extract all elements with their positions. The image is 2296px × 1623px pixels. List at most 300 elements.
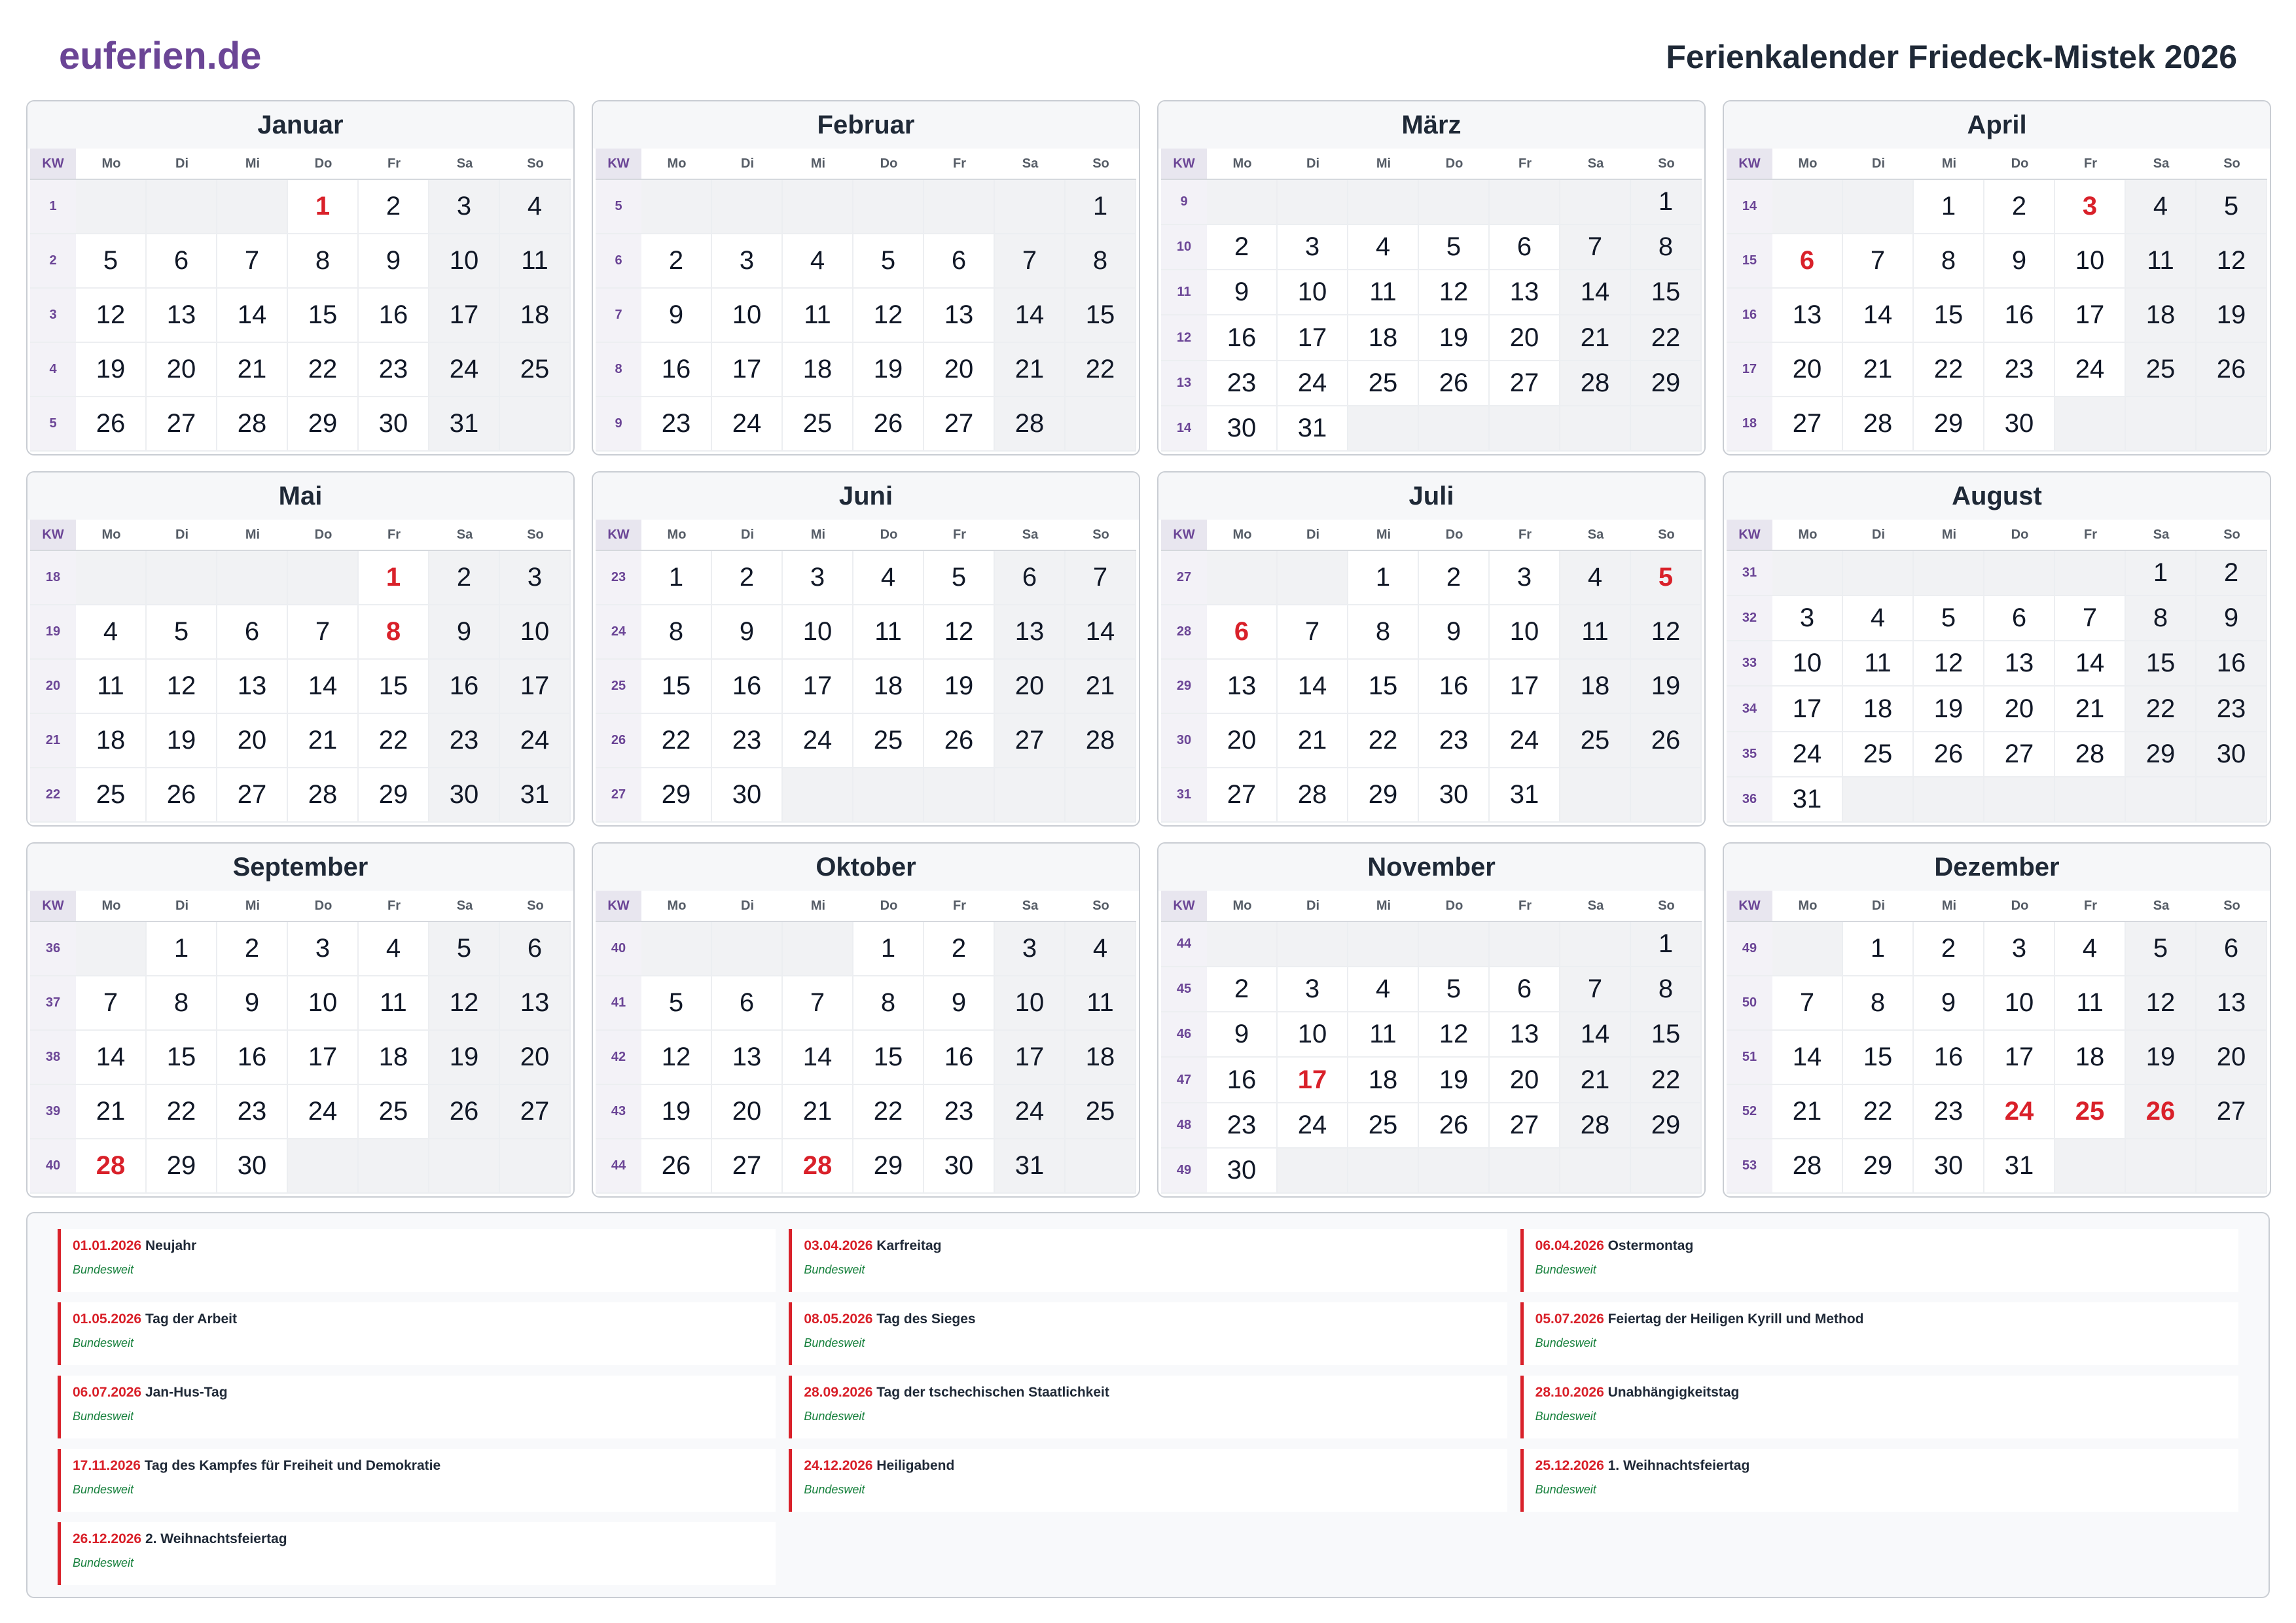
weekday-header: Sa xyxy=(456,156,473,171)
day-cell: 24 xyxy=(1772,732,1843,777)
day-cell: 1 xyxy=(853,922,924,976)
day-cell: 21 xyxy=(1560,315,1631,361)
empty-cell xyxy=(500,397,571,452)
empty-cell xyxy=(1560,922,1631,967)
day-cell: 8 xyxy=(853,976,924,1031)
weekday-header: Di xyxy=(741,898,754,913)
day-cell: 9 xyxy=(217,976,288,1031)
kw-header: KW xyxy=(1727,891,1772,921)
day-cell: 8 xyxy=(1348,605,1419,660)
kw-header: KW xyxy=(30,520,76,550)
day-cell: 12 xyxy=(147,660,217,714)
day-cell: 23 xyxy=(641,397,712,452)
weekday-header: So xyxy=(1092,898,1109,913)
weekday-header: Fr xyxy=(2084,156,2097,171)
day-cell: 25 xyxy=(2055,1085,2126,1139)
day-cell: 23 xyxy=(1419,714,1490,768)
day-cell: 9 xyxy=(641,289,712,343)
holiday-item xyxy=(58,1449,776,1512)
day-cell: 1 xyxy=(1631,180,1702,225)
day-cell: 7 xyxy=(1560,225,1631,270)
day-cell: 15 xyxy=(1843,1031,1914,1085)
kw-header: KW xyxy=(596,149,641,179)
day-cell: 30 xyxy=(1419,768,1490,823)
day-cell: 21 xyxy=(995,343,1066,397)
day-cell: 18 xyxy=(500,289,571,343)
holiday-date: 25.12.2026 xyxy=(1535,1458,1604,1473)
day-cell: 23 xyxy=(1914,1085,1984,1139)
day-cell: 14 xyxy=(1066,605,1136,660)
day-cell: 11 xyxy=(783,289,853,343)
day-cell: 3 xyxy=(1490,551,1560,605)
day-cell: 13 xyxy=(712,1031,783,1085)
day-cell: 17 xyxy=(429,289,500,343)
week-number: 16 xyxy=(1727,289,1772,343)
empty-cell xyxy=(147,180,217,234)
weekday-header: Sa xyxy=(2153,527,2170,542)
weekday-header: So xyxy=(2223,527,2240,542)
empty-cell xyxy=(1490,180,1560,225)
day-cell: 22 xyxy=(1066,343,1136,397)
day-cell: 5 xyxy=(1631,551,1702,605)
day-cell: 6 xyxy=(1490,967,1560,1012)
day-cell: 26 xyxy=(1419,361,1490,406)
day-cell: 31 xyxy=(429,397,500,452)
week-number: 27 xyxy=(596,768,641,823)
day-cell: 18 xyxy=(359,1031,429,1085)
day-cell: 4 xyxy=(76,605,147,660)
holiday-name: Tag des Sieges xyxy=(872,1311,976,1327)
weekday-header: Mi xyxy=(245,156,260,171)
holiday-date: 24.12.2026 xyxy=(804,1458,873,1473)
weekday-header: Mi xyxy=(1376,156,1391,171)
day-cell: 5 xyxy=(76,234,147,289)
weekday-header: Sa xyxy=(456,527,473,542)
day-cell: 1 xyxy=(2126,551,2197,596)
day-cell: 17 xyxy=(288,1031,359,1085)
week-number: 25 xyxy=(596,660,641,714)
day-cell: 7 xyxy=(1843,234,1914,289)
day-cell: 20 xyxy=(1490,1058,1560,1103)
day-cell: 11 xyxy=(1348,270,1419,315)
week-number: 26 xyxy=(596,714,641,768)
week-number: 43 xyxy=(596,1085,641,1139)
week-number: 31 xyxy=(1727,551,1772,596)
holiday-name: Unabhängigkeitstag xyxy=(1604,1385,1740,1400)
month-name: Oktober xyxy=(593,844,1139,891)
day-cell: 21 xyxy=(217,343,288,397)
day-cell: 16 xyxy=(641,343,712,397)
day-cell: 7 xyxy=(1066,551,1136,605)
week-number: 47 xyxy=(1161,1058,1207,1103)
day-cell: 2 xyxy=(217,922,288,976)
day-cell: 13 xyxy=(1490,270,1560,315)
day-cell: 19 xyxy=(147,714,217,768)
week-number: 11 xyxy=(1161,270,1207,315)
empty-cell xyxy=(2126,1139,2197,1194)
day-cell: 28 xyxy=(1560,361,1631,406)
day-cell: 19 xyxy=(1419,315,1490,361)
day-cell: 25 xyxy=(1348,361,1419,406)
weekday-header: Mi xyxy=(1376,898,1391,913)
weekday-header: So xyxy=(1092,156,1109,171)
day-cell: 8 xyxy=(147,976,217,1031)
day-cell: 19 xyxy=(429,1031,500,1085)
day-cell: 11 xyxy=(1560,605,1631,660)
holiday-date: 06.07.2026 xyxy=(73,1385,142,1400)
day-cell: 22 xyxy=(1631,1058,1702,1103)
empty-cell xyxy=(1278,922,1348,967)
day-cell: 18 xyxy=(783,343,853,397)
holiday-date: 01.01.2026 xyxy=(73,1238,142,1253)
week-number: 31 xyxy=(1161,768,1207,823)
week-number: 9 xyxy=(596,397,641,452)
day-cell: 26 xyxy=(76,397,147,452)
weekday-header: Di xyxy=(1872,156,1885,171)
day-cell: 28 xyxy=(1066,714,1136,768)
day-cell: 12 xyxy=(1419,1012,1490,1058)
week-number: 34 xyxy=(1727,687,1772,732)
kw-header: KW xyxy=(596,520,641,550)
day-cell: 17 xyxy=(1490,660,1560,714)
day-cell: 10 xyxy=(783,605,853,660)
day-cell: 10 xyxy=(429,234,500,289)
day-cell: 16 xyxy=(2197,641,2267,687)
day-cell: 11 xyxy=(1843,641,1914,687)
holiday-date: 28.09.2026 xyxy=(804,1385,873,1400)
site-logo[interactable]: euferien.de xyxy=(59,35,262,77)
weekday-header: So xyxy=(1092,527,1109,542)
empty-cell xyxy=(853,180,924,234)
day-cell: 30 xyxy=(2197,732,2267,777)
day-cell: 3 xyxy=(995,922,1066,976)
holiday-name: Heiligabend xyxy=(872,1458,955,1473)
week-number: 53 xyxy=(1727,1139,1772,1194)
day-cell: 20 xyxy=(995,660,1066,714)
day-cell: 24 xyxy=(288,1085,359,1139)
weekday-header: Fr xyxy=(953,156,966,171)
day-cell: 31 xyxy=(1490,768,1560,823)
day-cell: 2 xyxy=(1914,922,1984,976)
day-cell: 26 xyxy=(2197,343,2267,397)
day-cell: 5 xyxy=(853,234,924,289)
week-number: 32 xyxy=(1727,596,1772,641)
day-cell: 10 xyxy=(1278,1012,1348,1058)
holiday-date: 26.12.2026 xyxy=(73,1531,142,1546)
day-cell: 31 xyxy=(1984,1139,2055,1194)
holiday-scope: Bundesweit xyxy=(73,1263,134,1276)
holiday-item xyxy=(58,1302,776,1365)
day-cell: 11 xyxy=(359,976,429,1031)
holiday-item xyxy=(1520,1376,2238,1438)
month-name: September xyxy=(27,844,573,891)
week-number: 9 xyxy=(1161,180,1207,225)
day-cell: 4 xyxy=(783,234,853,289)
empty-cell xyxy=(641,922,712,976)
day-cell: 7 xyxy=(783,976,853,1031)
kw-header: KW xyxy=(1161,520,1207,550)
day-cell: 6 xyxy=(1490,225,1560,270)
day-cell: 17 xyxy=(2055,289,2126,343)
day-cell: 23 xyxy=(1207,1103,1278,1149)
holiday-scope: Bundesweit xyxy=(73,1336,134,1349)
weekday-header: Mi xyxy=(1941,898,1957,913)
empty-cell xyxy=(783,768,853,823)
weekday-header: Do xyxy=(880,898,898,913)
day-cell: 30 xyxy=(359,397,429,452)
day-cell: 7 xyxy=(995,234,1066,289)
day-cell: 10 xyxy=(500,605,571,660)
weekday-header: Mo xyxy=(1798,898,1818,913)
day-cell: 24 xyxy=(429,343,500,397)
week-number: 23 xyxy=(596,551,641,605)
empty-cell xyxy=(1843,777,1914,823)
day-cell: 1 xyxy=(288,180,359,234)
day-cell: 17 xyxy=(995,1031,1066,1085)
day-cell: 13 xyxy=(995,605,1066,660)
day-cell: 27 xyxy=(217,768,288,823)
day-cell: 14 xyxy=(1560,1012,1631,1058)
day-cell: 11 xyxy=(1348,1012,1419,1058)
day-cell: 11 xyxy=(853,605,924,660)
day-cell: 18 xyxy=(1066,1031,1136,1085)
empty-cell xyxy=(1207,551,1278,605)
week-number: 24 xyxy=(596,605,641,660)
day-cell: 13 xyxy=(2197,976,2267,1031)
day-cell: 22 xyxy=(147,1085,217,1139)
day-cell: 24 xyxy=(783,714,853,768)
week-number: 17 xyxy=(1727,343,1772,397)
day-cell: 20 xyxy=(924,343,995,397)
weekday-header: Fr xyxy=(387,527,401,542)
day-cell: 16 xyxy=(1207,315,1278,361)
day-cell: 19 xyxy=(1631,660,1702,714)
holiday-scope: Bundesweit xyxy=(804,1410,865,1423)
day-cell: 5 xyxy=(924,551,995,605)
week-number: 1 xyxy=(30,180,76,234)
day-cell: 15 xyxy=(1066,289,1136,343)
empty-cell xyxy=(217,180,288,234)
empty-cell xyxy=(1278,180,1348,225)
day-cell: 25 xyxy=(359,1085,429,1139)
weekday-header: Mi xyxy=(1941,527,1957,542)
month-4 xyxy=(1723,100,2271,455)
day-cell: 6 xyxy=(924,234,995,289)
week-number: 15 xyxy=(1727,234,1772,289)
empty-cell xyxy=(1419,406,1490,452)
month-name: April xyxy=(1724,101,2270,149)
day-cell: 2 xyxy=(1984,180,2055,234)
day-cell: 31 xyxy=(1278,406,1348,452)
day-cell: 9 xyxy=(924,976,995,1031)
day-cell: 21 xyxy=(76,1085,147,1139)
empty-cell xyxy=(924,180,995,234)
empty-cell xyxy=(288,1139,359,1194)
day-cell: 10 xyxy=(1984,976,2055,1031)
week-number: 44 xyxy=(596,1139,641,1194)
empty-cell xyxy=(1772,551,1843,596)
day-cell: 20 xyxy=(1207,714,1278,768)
week-number: 49 xyxy=(1161,1149,1207,1194)
week-number: 3 xyxy=(30,289,76,343)
kw-header: KW xyxy=(1161,891,1207,921)
day-cell: 18 xyxy=(1348,315,1419,361)
day-cell: 1 xyxy=(1348,551,1419,605)
week-number: 40 xyxy=(30,1139,76,1194)
weekday-header: Di xyxy=(1306,527,1319,542)
day-cell: 11 xyxy=(1066,976,1136,1031)
holiday-date: 06.04.2026 xyxy=(1535,1238,1604,1253)
day-cell: 30 xyxy=(217,1139,288,1194)
empty-cell xyxy=(1490,922,1560,967)
day-cell: 25 xyxy=(1843,732,1914,777)
day-cell: 29 xyxy=(1631,1103,1702,1149)
empty-cell xyxy=(1631,406,1702,452)
holiday-name: 2. Weihnachtsfeiertag xyxy=(141,1531,287,1546)
weekday-header: Do xyxy=(1445,898,1463,913)
day-cell: 4 xyxy=(1348,225,1419,270)
holiday-item xyxy=(789,1449,1507,1512)
empty-cell xyxy=(853,768,924,823)
day-cell: 26 xyxy=(1419,1103,1490,1149)
weekday-header: Mi xyxy=(1941,156,1957,171)
week-number: 36 xyxy=(30,922,76,976)
day-cell: 1 xyxy=(1843,922,1914,976)
week-number: 4 xyxy=(30,343,76,397)
month-name: Juni xyxy=(593,473,1139,520)
weekday-header: Mo xyxy=(1232,156,1252,171)
day-cell: 5 xyxy=(1419,225,1490,270)
holiday-scope: Bundesweit xyxy=(1535,1263,1596,1276)
empty-cell xyxy=(1631,768,1702,823)
day-cell: 24 xyxy=(1490,714,1560,768)
month-2 xyxy=(592,100,1140,455)
holiday-scope: Bundesweit xyxy=(73,1410,134,1423)
day-cell: 23 xyxy=(2197,687,2267,732)
day-cell: 14 xyxy=(995,289,1066,343)
week-number: 37 xyxy=(30,976,76,1031)
holiday-date: 17.11.2026 xyxy=(73,1458,141,1473)
weekday-header: Fr xyxy=(1518,156,1532,171)
day-cell: 24 xyxy=(1278,1103,1348,1149)
week-number: 50 xyxy=(1727,976,1772,1031)
day-cell: 17 xyxy=(1984,1031,2055,1085)
week-number: 28 xyxy=(1161,605,1207,660)
weekday-header: Fr xyxy=(953,898,966,913)
day-cell: 16 xyxy=(217,1031,288,1085)
day-cell: 19 xyxy=(1914,687,1984,732)
day-cell: 18 xyxy=(2126,289,2197,343)
day-cell: 4 xyxy=(1066,922,1136,976)
day-cell: 14 xyxy=(1278,660,1348,714)
empty-cell xyxy=(147,551,217,605)
empty-cell xyxy=(1207,180,1278,225)
day-cell: 15 xyxy=(641,660,712,714)
day-cell: 28 xyxy=(217,397,288,452)
holiday-item xyxy=(789,1229,1507,1292)
day-cell: 24 xyxy=(712,397,783,452)
day-cell: 28 xyxy=(995,397,1066,452)
day-cell: 10 xyxy=(1772,641,1843,687)
day-cell: 17 xyxy=(712,343,783,397)
day-cell: 4 xyxy=(2126,180,2197,234)
empty-cell xyxy=(2055,777,2126,823)
empty-cell xyxy=(1914,551,1984,596)
day-cell: 21 xyxy=(783,1085,853,1139)
holiday-item xyxy=(58,1376,776,1438)
day-cell: 29 xyxy=(853,1139,924,1194)
weekday-header: So xyxy=(1658,898,1675,913)
empty-cell xyxy=(783,180,853,234)
day-cell: 3 xyxy=(1984,922,2055,976)
day-cell: 3 xyxy=(1278,967,1348,1012)
day-cell: 28 xyxy=(288,768,359,823)
weekday-header: Fr xyxy=(387,898,401,913)
month-3 xyxy=(1157,100,1706,455)
week-number: 18 xyxy=(30,551,76,605)
day-cell: 31 xyxy=(1772,777,1843,823)
weekday-header: Mo xyxy=(1232,898,1252,913)
day-cell: 18 xyxy=(76,714,147,768)
day-cell: 19 xyxy=(853,343,924,397)
day-cell: 21 xyxy=(1560,1058,1631,1103)
weekday-header: Sa xyxy=(1587,156,1604,171)
day-cell: 30 xyxy=(429,768,500,823)
week-number: 27 xyxy=(1161,551,1207,605)
week-number: 36 xyxy=(1727,777,1772,823)
day-cell: 28 xyxy=(1772,1139,1843,1194)
week-number: 51 xyxy=(1727,1031,1772,1085)
day-cell: 30 xyxy=(1207,1149,1278,1194)
day-cell: 29 xyxy=(1914,397,1984,452)
empty-cell xyxy=(995,180,1066,234)
day-cell: 23 xyxy=(712,714,783,768)
holiday-name: Tag der Arbeit xyxy=(141,1311,237,1327)
weekday-header: Fr xyxy=(2084,898,2097,913)
holiday-name: Feiertag der Heiligen Kyrill und Method xyxy=(1604,1311,1864,1327)
holiday-name: Tag des Kampfes für Freiheit und Demokratie xyxy=(140,1458,441,1473)
weekday-header: Di xyxy=(1306,156,1319,171)
empty-cell xyxy=(1843,180,1914,234)
day-cell: 24 xyxy=(995,1085,1066,1139)
day-cell: 21 xyxy=(2055,687,2126,732)
day-cell: 20 xyxy=(712,1085,783,1139)
day-cell: 7 xyxy=(288,605,359,660)
month-10 xyxy=(592,842,1140,1198)
weekday-header: Sa xyxy=(1587,527,1604,542)
weekday-header: Mo xyxy=(667,156,687,171)
empty-cell xyxy=(1631,1149,1702,1194)
day-cell: 9 xyxy=(1914,976,1984,1031)
week-number: 2 xyxy=(30,234,76,289)
day-cell: 12 xyxy=(2126,976,2197,1031)
empty-cell xyxy=(1560,768,1631,823)
empty-cell xyxy=(1490,1149,1560,1194)
day-cell: 4 xyxy=(1560,551,1631,605)
day-cell: 20 xyxy=(1490,315,1560,361)
weekday-header: Di xyxy=(741,527,754,542)
day-cell: 8 xyxy=(1631,967,1702,1012)
empty-cell xyxy=(1207,922,1278,967)
day-cell: 11 xyxy=(2126,234,2197,289)
day-cell: 12 xyxy=(429,976,500,1031)
day-cell: 15 xyxy=(288,289,359,343)
day-cell: 14 xyxy=(783,1031,853,1085)
week-number: 29 xyxy=(1161,660,1207,714)
week-number: 45 xyxy=(1161,967,1207,1012)
weekday-header: Fr xyxy=(1518,527,1532,542)
day-cell: 16 xyxy=(429,660,500,714)
